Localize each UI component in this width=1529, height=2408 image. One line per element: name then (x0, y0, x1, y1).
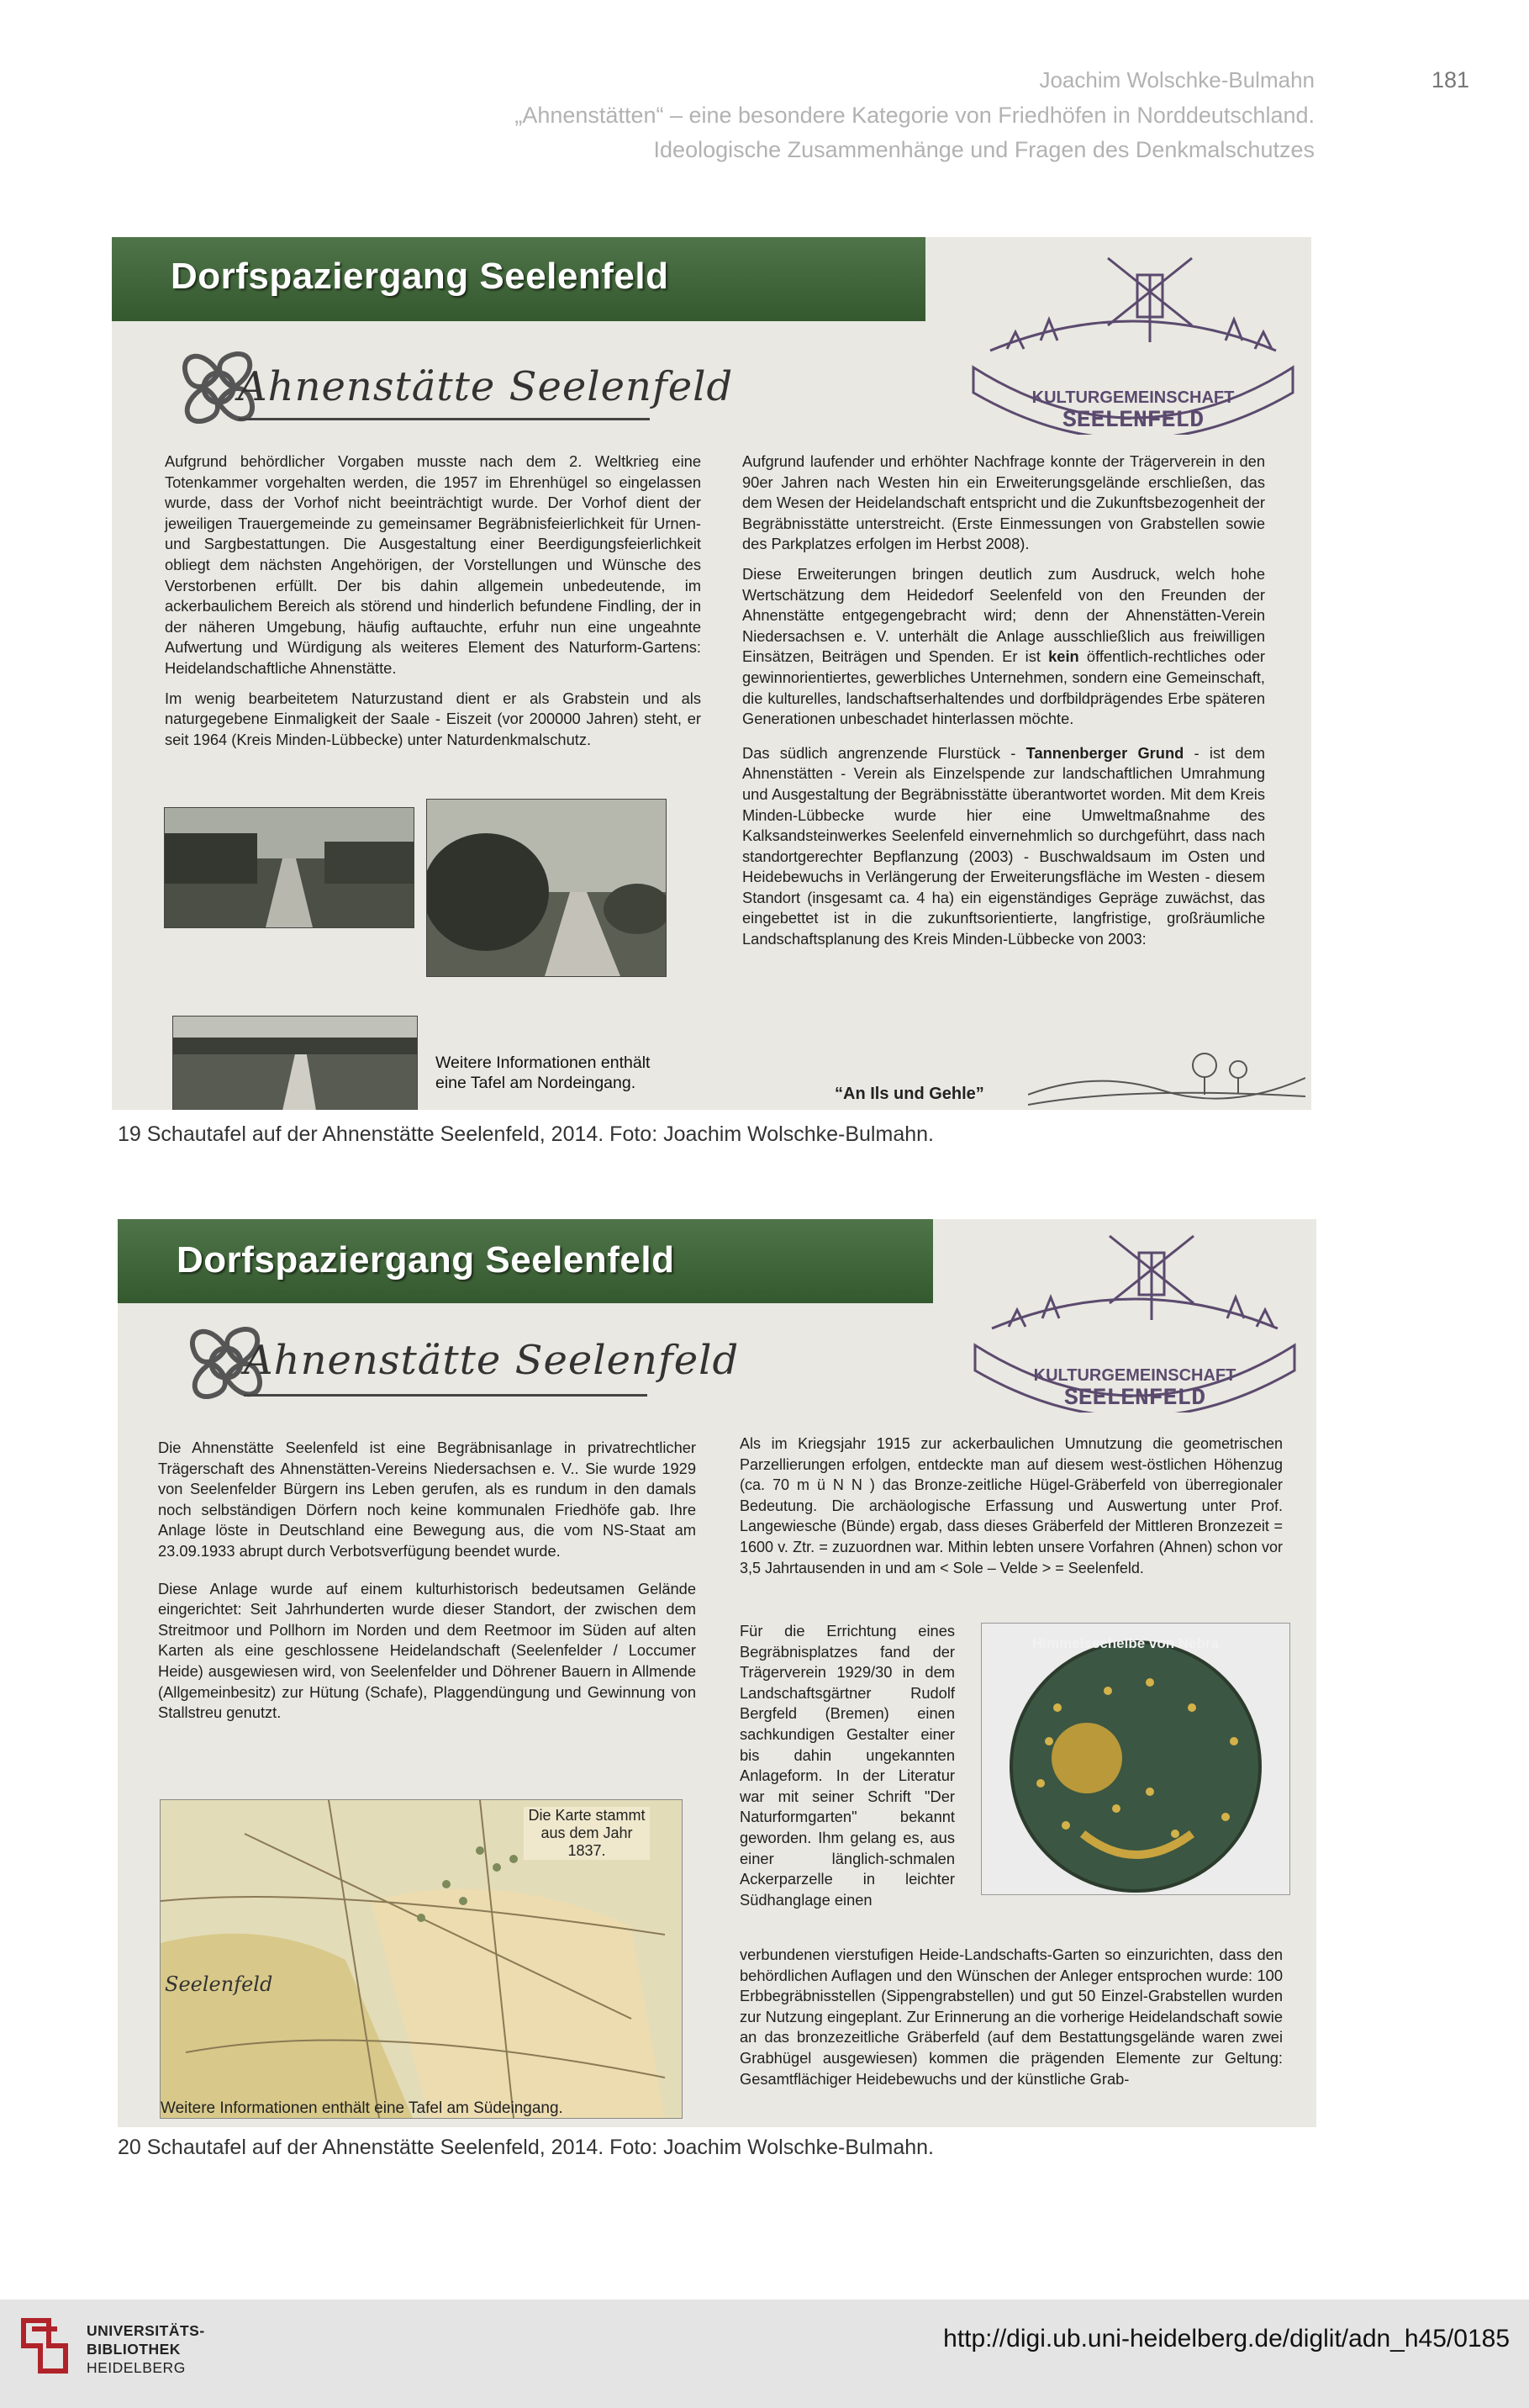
right-column-bottom (740, 1945, 1283, 2099)
heading-rule (238, 418, 650, 420)
running-header-author: Joachim Wolschke-Bulmahn (1039, 67, 1315, 92)
map-footer-note: Weitere Informationen enthält eine Tafel am Südeingang. (161, 2099, 563, 2117)
running-header-subtitle: Ideologische Zusammenhänge und Fragen des Denkmalschutzes (653, 137, 1315, 162)
right-column-narrow (740, 1621, 955, 1920)
university-library-logo-icon (15, 2312, 74, 2379)
logo-line-1: KULTURGEMEINSCHAFT (1031, 388, 1235, 407)
disc-label: Himmelsscheibe von Nebra (1032, 1635, 1220, 1651)
paragraph: Diese Anlage wurde auf einem kulturhistorisch bedeutsamen Gelände eingerichtet: Seit Jahrhunderten wurde dieser Standort, der zwischen dem Streitmoor und Pollhorn im Norden und dem Reetmoor im Süden auf alten Karten als eine geschlossene Heidelandschaft (Seelenfelder / Loccumer Heide) ausgewiesen wird, von Seelenfelder und Döhrener Bauern in Allmende (Allgemeinbesitz) zur Hütung (Schafe), Plaggendüngung und Gewinnung von Stallstreu genutzt. (158, 1579, 696, 1722)
photo-caption: Weitere Informationen enthält eine Tafel am Nordeingang. (435, 1054, 651, 1092)
library-name-line2: BIBLIOTHEK (87, 2341, 181, 2358)
paragraph: verbundenen vierstufigen Heide-Landschafts-Garten so einzurichten, dass den behördlichen Auflagen und den Wünschen der Anleger entsprochen wurde: 100 Erbbegräbnisstellen (Sippengrabstellen) und gut 50 Einzel-Grabstellen wurden zur Nutzung eingeplant. Zur Erinnerung an die vorherige Heidelandschaft sowie an das bronzezeitliche Gräberfeld (auf dem Bestattungsgelände waren zwei Grabhügel ausgewiesen) kommen die prägenden Elemente zur Geltung: Gesamtflächiger Heidebewuchs und der künstliche Grab- (740, 1946, 1283, 2088)
map-date-note: Die Karte stammt aus dem Jahr 1837. (524, 1807, 650, 1860)
historic-photo-heath (426, 799, 667, 977)
paragraph: Als im Kriegsjahr 1915 zur ackerbaulichen Umnutzung die geometrischen Parzellierungen erfolgen, entdeckte man auf diesem west-östlichen Höhenzug (ca. 70 m ü N N ) das Bronze-zeitliche Hügel-Gräberfeld von überregionaler Bedeutung. Die archäologische Erfassung und Auswertung unter Prof. Langewiesche (Bünde) ergab, dass dieses Gräberfeld der Mittleren Bronzezeit = 1600 v. Ztr. = zuzuordnen war. Mithin lebten unsere Vorfahren (Ahnen) schon vor 3,5 Jahrtausenden in und am < Sole – Velde > = Seelenfeld. (740, 1435, 1283, 1576)
bottom-quote: “An Ils und Gehle” (835, 1085, 984, 1103)
information-board-2 (118, 1219, 1316, 2127)
library-name-line1: UNIVERSITÄTS- (87, 2322, 205, 2339)
landscape-sketch (1028, 1044, 1305, 1110)
paragraph: Aufgrund behördlicher Vorgaben musste nach dem 2. Weltkrieg eine Totenkammer vorgehalten werden, die 1957 im Ehrenhügel so eingelassen wurde, dass der Vorhof nicht beeinträchtigt wurde. Der Vorhof dient der jeweiligen Trauergemeinde zu gemeinsamer Begräbnisfeierlichkeit für Urnen- und Sargbestattungen. Die Ausgestaltung einer Beerdigungsfeierlichkeit obliegt dem nächsten Angehörigen, der Vorstellungen und Wünsche des Verstorbenen erfüllt. Der bis dahin allgemein unbedeutende, im ackerbaulichem Bereich als störend und hinderlich befundene Findling, der in der näheren Umgebung, häufig auftauchte, erfuhr nun eine ungeahnte Aufwertung und Würdigung als weiteres Element des Naturform-Gartens: Heidelandschaftliche Ahnenstätte. (165, 452, 701, 677)
paragraph: Im wenig bearbeitetem Naturzustand dient er als Grabstein und als naturgegebene Einmaligkeit der Saale - Eiszeit (vor 200000 Jahren) steht, er seit 1964 (Kreis Minden-Lübbecke) unter Naturdenkmalschutz. (165, 689, 701, 748)
historic-photo-path (164, 807, 414, 928)
historic-map (160, 1799, 683, 2119)
figure-caption-20: 20 Schautafel auf der Ahnenstätte Seelenfeld, 2014. Foto: Joachim Wolschke-Bulmahn. (118, 2136, 934, 2159)
map-place-label: Seelenfeld (165, 1972, 273, 1996)
paragraph: Aufgrund laufender und erhöhter Nachfrage konnte der Trägerverein in den 90er Jahren nach Westen hin ein Erweiterungsgelände erschließen, das dem Wesen der Heidelandschaft entspricht und die Zukunftsbezogenheit der Begräbnisstätte unterstreicht. (Erste Einmessungen von Grabstellen sowie des Parkplatzes erfolgen im Herbst 2008). (742, 452, 1265, 553)
blackletter-heading: Ahnenstätte Seelenfeld (244, 1337, 740, 1384)
right-column-top (740, 1434, 1283, 1587)
nebra-sky-disc-image (981, 1623, 1290, 1895)
historic-photo-field (172, 1016, 418, 1110)
banner-title: Dorfspaziergang Seelenfeld (171, 256, 669, 297)
paragraph: Die Ahnenstätte Seelenfeld ist eine Begräbnisanlage in privatrechtlicher Trägerschaft des Ahnenstätten-Vereins Niedersachsen e. V.. Sie wurde 1929 von Seelenfelder Bürgern ins Leben gerufen, als es rundum in den damals noch selbständigen Dörfern noch keine kommunalen Friedhöfe gab. Ihre Anlage löste in Deutschland eine Bewegung aus, die vom NS-Staat am 23.09.1933 abrupt durch Verbotsverfügung beendet wurde. (158, 1439, 696, 1560)
library-name-line3: HEIDELBERG (87, 2359, 186, 2376)
blackletter-heading: Ahnenstätte Seelenfeld (238, 363, 734, 410)
figure-caption-19: 19 Schautafel auf der Ahnenstätte Seelenfeld, 2014. Foto: Joachim Wolschke-Bulmahn. (118, 1122, 934, 1146)
logo-line-2: SEELENFELD (1063, 1386, 1206, 1412)
page-number: 181 (1431, 67, 1469, 92)
paragraph: Für die Errichtung eines Begräbnisplatzes fand der Trägerverein 1929/30 in dem Landschaftsgärtner Rudolf Bergfeld (Bremen) einen sachkundigen Gestalter einer bis dahin ungekannten Anlageform. In der Literatur war mit seiner Schrift "Der Naturformgarten" bekannt geworden. Ihm gelang es, aus einer länglich-schmalen Ackerparzelle in leichter Südhanglage einen (740, 1622, 955, 1909)
heading-rule (244, 1394, 647, 1397)
paragraph: Das südlich angrenzende Flurstück - Tannenberger Grund - ist dem Ahnenstätten - Verein als Einzelspende zur landschaftlichen Umrahmung und Ausgestaltung der Begräbnisstätte überantwortet worden. Mit dem Kreis Minden-Lübbecke wurde hier eine Umweltmaßnahme des Kalksandsteinwerkes Seelenfeld einvernehmlich so durchgeführt, dass nach standortgerechter Bepflanzung (2003) - Buschwaldsaum im Osten und Heidebewuchs in Verlängerung der Erweiterungsfläche im Westen - diesem Standort (insgesamt ca. 4 ha) ein eigenständiges Gepräge zuwächst, das eingebettet ist in die zukunftsorientierte, langfristige, großräumliche Landschaftsplanung des Kreis Minden-Lübbecke von 2003: (742, 743, 1265, 948)
paragraph: Diese Erweiterungen bringen deutlich zum Ausdruck, welch hohe Wertschätzung dem Heidedorf Seelenfeld von den Freunden der Ahnenstätte entgegengebracht wird; denn der Ahnenstätten-Verein Niedersachsen e. V. unterhält die Anlage ausschließlich aus freiwilligen Einsätzen, Beiträgen und Spenden. Er ist kein öffentlich-rechtliches oder gewinnorientiertes, gewerbliches Unternehmen, sondern eine Gemeinschaft, die kulturelles, landschaftserhaltendes und dorfbildprägendes Erbe späteren Generationen unbeschadet hinterlassen möchte. (742, 564, 1266, 728)
banner-title: Dorfspaziergang Seelenfeld (177, 1239, 675, 1281)
information-board-1 (112, 237, 1311, 1110)
logo-line-1: KULTURGEMEINSCHAFT (1033, 1366, 1236, 1385)
board-banner (112, 237, 925, 321)
right-column (742, 452, 1265, 959)
running-header-title: „Ahnenstätten“ – eine besondere Kategorie von Friedhöfen in Norddeutschland. (514, 103, 1315, 128)
left-column (158, 1438, 696, 1733)
permalink-url[interactable]: http://digi.ub.uni-heidelberg.de/diglit/adn_h45/0185 (943, 2325, 1510, 2353)
board-banner (118, 1219, 933, 1303)
kulturgemeinschaft-logo (958, 1219, 1311, 1413)
logo-line-2: SEELENFELD (1062, 408, 1205, 434)
kulturgemeinschaft-logo (957, 241, 1310, 435)
footer-bar (0, 2300, 1529, 2408)
left-column (165, 452, 701, 759)
